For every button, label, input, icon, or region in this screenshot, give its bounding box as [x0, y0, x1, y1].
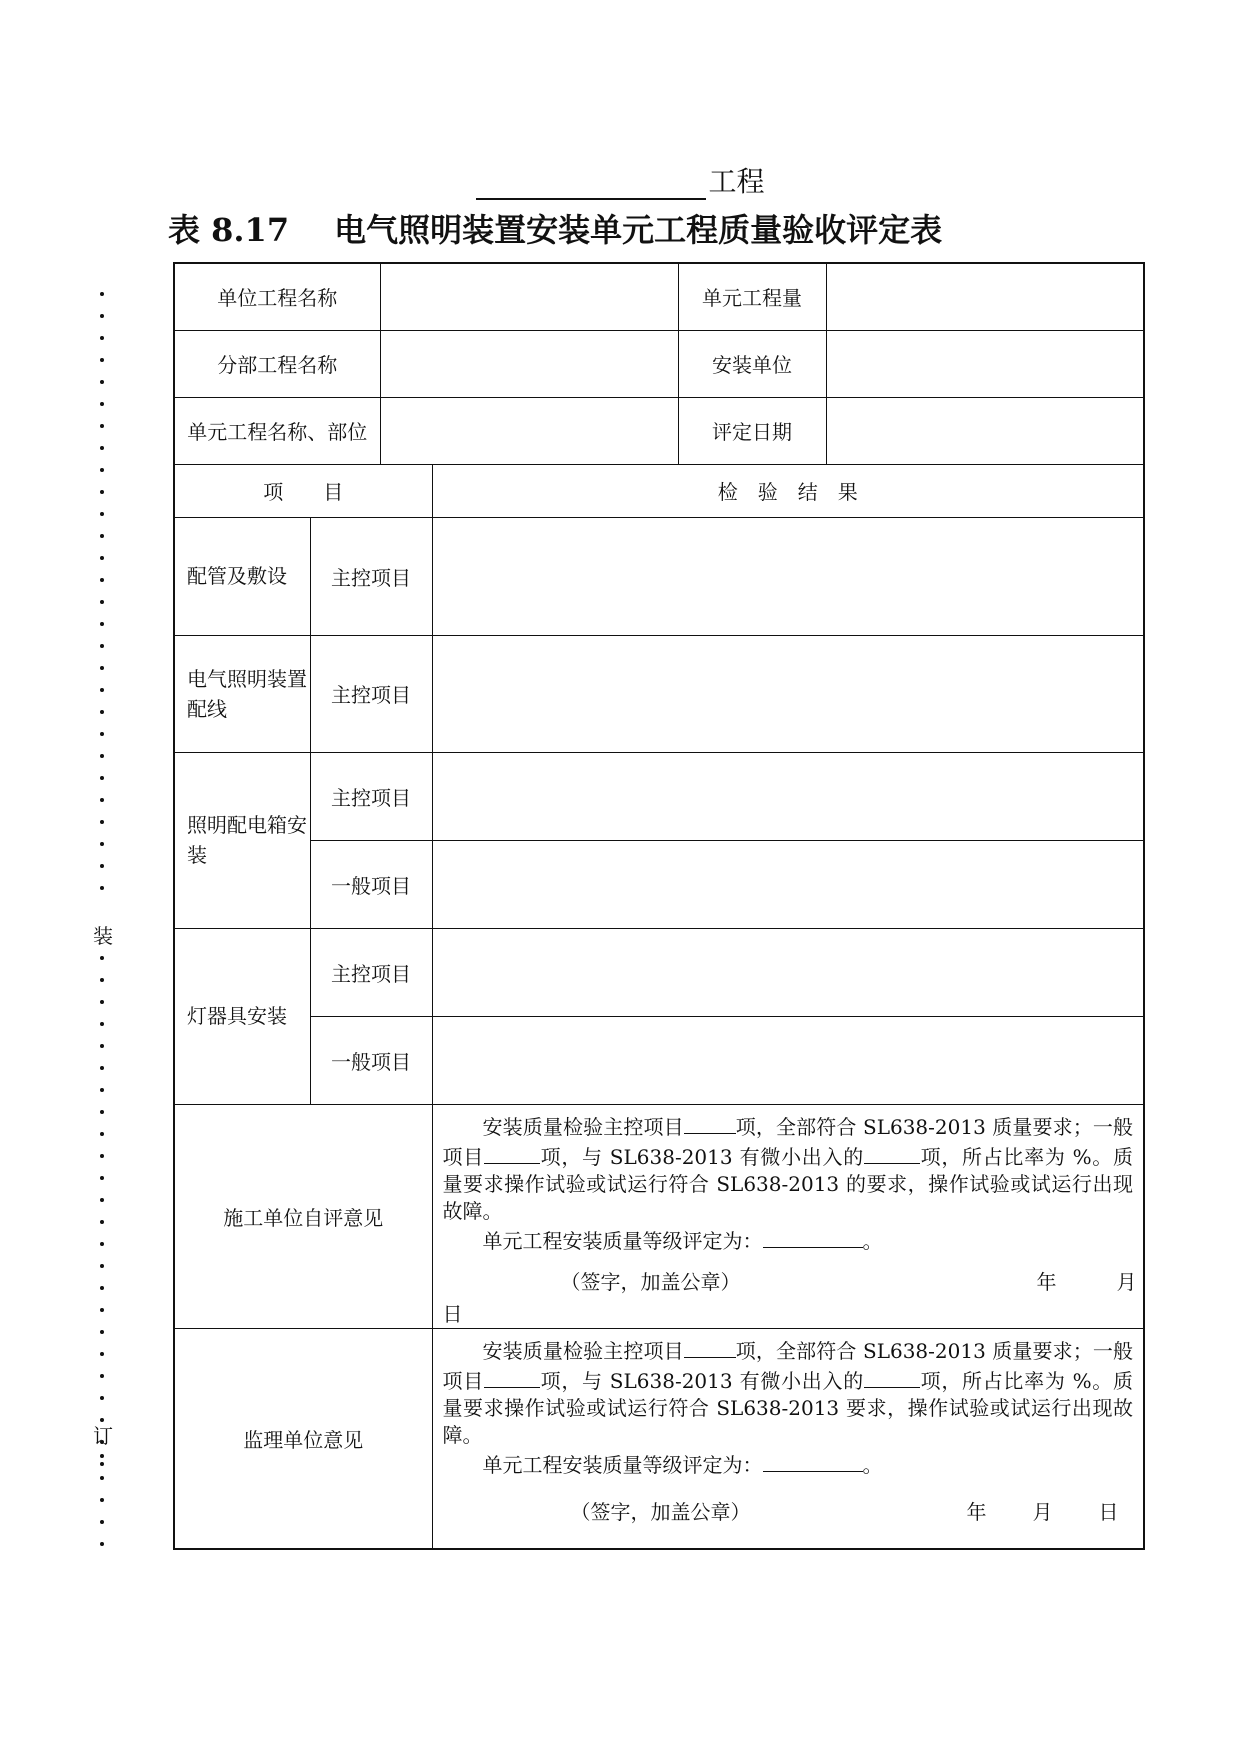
binding-dot [100, 820, 104, 824]
binding-dot [100, 1132, 104, 1136]
general-item: 一般项目 [310, 1016, 432, 1104]
section-row [174, 635, 1144, 752]
general-item-count-blank[interactable] [484, 1141, 540, 1164]
section-row [174, 752, 1144, 840]
info-row [174, 397, 1144, 464]
binding-dot [100, 864, 104, 868]
binding-dot [100, 600, 104, 604]
info-row [174, 330, 1144, 397]
column-header-row [174, 464, 1144, 517]
project-suffix: 工程 [708, 165, 765, 198]
binding-dot [100, 1220, 104, 1224]
binding-dot [100, 842, 104, 846]
month-label: 月 [1116, 1269, 1137, 1294]
result-cell[interactable] [432, 517, 1144, 635]
section-name: 照明配电箱安装 [174, 752, 310, 928]
binding-dot [100, 1154, 104, 1158]
binding-dot [100, 1044, 104, 1048]
binding-dot [100, 314, 104, 318]
supervisor-signature-line [443, 1499, 1134, 1531]
binding-dot [100, 380, 104, 384]
section-name: 配管及敷设 [174, 517, 310, 635]
binding-dot [100, 468, 104, 472]
general-item-count-blank[interactable] [484, 1365, 540, 1388]
minor-deviation-count-blank[interactable] [864, 1141, 920, 1164]
binding-dot [100, 1330, 104, 1334]
binding-dot [100, 1110, 104, 1114]
main-control-item: 主控项目 [310, 928, 432, 1016]
binding-char-zhuang: 装 [93, 924, 113, 948]
binding-dot [100, 1242, 104, 1246]
binding-margin [94, 292, 114, 1542]
supervisor-opinion-row [174, 1328, 1144, 1549]
item-column-header: 项 目 [174, 464, 432, 517]
section-row [174, 1016, 1144, 1104]
main-control-item: 主控项目 [310, 517, 432, 635]
result-cell[interactable] [432, 928, 1144, 1016]
binding-dot [100, 1352, 104, 1356]
unit-project-name-field[interactable] [380, 263, 678, 330]
binding-dots-bottom [100, 1454, 106, 1564]
binding-dot [100, 1088, 104, 1092]
project-name-blank[interactable] [476, 170, 706, 200]
result-cell[interactable] [432, 840, 1144, 928]
binding-dot [100, 732, 104, 736]
day-label: 日 [442, 1301, 463, 1326]
section-name: 灯器具安装 [174, 928, 310, 1104]
binding-dot [100, 754, 104, 758]
contractor-opinion-row [174, 1104, 1144, 1328]
result-cell[interactable] [432, 752, 1144, 840]
info-row [174, 263, 1144, 330]
binding-dot [100, 490, 104, 494]
contractor-opinion-text: 安装质量检验主控项目 项，全部符合 SL638-2013 质量要求；一般项目 项，与 SL638-2013 有微小出入的 项，所占比率为 %。质量要求操作试验或试运行符合 SL638-2013 的要求，操作试验或试运行出现故障。 单元工程安装质量等级评定为： 。 （签字，加盖公章） 年 月 日 [432, 1104, 1144, 1328]
unit-quantity-field[interactable] [826, 263, 1144, 330]
division-project-name-label: 分部工程名称 [174, 330, 380, 397]
binding-dots-middle [100, 956, 106, 1484]
month-label: 月 [1032, 1499, 1053, 1524]
quality-grade-blank[interactable] [763, 1449, 863, 1472]
evaluation-form-table [173, 262, 1145, 1550]
binding-dot [100, 956, 104, 960]
binding-dot [100, 534, 104, 538]
binding-dots-top [100, 292, 106, 908]
binding-dot [100, 358, 104, 362]
binding-dot [100, 644, 104, 648]
signature-note: （签字，加盖公章） [560, 1269, 741, 1294]
binding-dot [100, 1374, 104, 1378]
general-item: 一般项目 [310, 840, 432, 928]
binding-dot [100, 1498, 104, 1502]
binding-dot [100, 336, 104, 340]
install-unit-label: 安装单位 [678, 330, 826, 397]
binding-dot [100, 978, 104, 982]
element-name-location-label: 单元工程名称、部位 [174, 397, 380, 464]
supervisor-opinion-label: 监理单位意见 [174, 1328, 432, 1549]
year-label: 年 [1036, 1269, 1057, 1294]
binding-dot [100, 1396, 104, 1400]
binding-dot [100, 776, 104, 780]
contractor-signature-line [443, 1269, 1137, 1301]
binding-dot [100, 886, 104, 890]
binding-dot [100, 1542, 104, 1546]
binding-dot [100, 1198, 104, 1202]
section-row [174, 517, 1144, 635]
binding-dot [100, 1066, 104, 1070]
binding-char-ding: 订 [93, 1424, 113, 1448]
install-unit-field[interactable] [826, 330, 1144, 397]
year-label: 年 [966, 1499, 987, 1524]
binding-dot [100, 578, 104, 582]
binding-dot [100, 798, 104, 802]
supervisor-opinion-text: 安装质量检验主控项目 项，全部符合 SL638-2013 质量要求；一般项目 项，与 SL638-2013 有微小出入的 项，所占比率为 %。质量要求操作试验或试运行符合 SL638-2013 要求，操作试验或试运行出现故障。 单元工程安装质量等级评定为： 。 （签字，加盖公章） 年 月 日 [432, 1328, 1144, 1549]
binding-dot [100, 1022, 104, 1026]
binding-dot [100, 1520, 104, 1524]
binding-dot [100, 556, 104, 560]
main-control-item: 主控项目 [310, 635, 432, 752]
project-name-line [0, 160, 1241, 200]
evaluation-date-field[interactable] [826, 397, 1144, 464]
result-cell[interactable] [432, 635, 1144, 752]
main-control-item: 主控项目 [310, 752, 432, 840]
unit-project-name-label: 单位工程名称 [174, 263, 380, 330]
result-column-header: 检 验 结 果 [432, 464, 1144, 517]
element-name-location-field[interactable] [380, 397, 678, 464]
table-number: 表 8.17 [168, 211, 290, 249]
section-row [174, 840, 1144, 928]
binding-dot [100, 688, 104, 692]
result-cell[interactable] [432, 1016, 1144, 1104]
binding-dot [100, 292, 104, 296]
binding-dot [100, 1176, 104, 1180]
form-title [168, 205, 942, 251]
division-project-name-field[interactable] [380, 330, 678, 397]
evaluation-date-label: 评定日期 [678, 397, 826, 464]
section-row [174, 928, 1144, 1016]
signature-note: （签字，加盖公章） [570, 1499, 751, 1524]
binding-dot [100, 512, 104, 516]
binding-dot [100, 1264, 104, 1268]
binding-dot [100, 424, 104, 428]
binding-dot [100, 710, 104, 714]
day-label: 日 [1098, 1499, 1119, 1524]
minor-deviation-count-blank[interactable] [864, 1365, 920, 1388]
binding-dot [100, 1308, 104, 1312]
binding-dot [100, 446, 104, 450]
binding-dot [100, 1454, 104, 1458]
main-item-count-blank[interactable] [684, 1111, 736, 1134]
binding-dot [100, 666, 104, 670]
unit-quantity-label: 单元工程量 [678, 263, 826, 330]
binding-dot [100, 622, 104, 626]
contractor-opinion-label: 施工单位自评意见 [174, 1104, 432, 1328]
quality-grade-blank[interactable] [763, 1225, 863, 1248]
main-item-count-blank[interactable] [684, 1335, 736, 1358]
binding-dot [100, 1286, 104, 1290]
binding-dot [100, 1000, 104, 1004]
binding-dot [100, 402, 104, 406]
section-name: 电气照明装置配线 [174, 635, 310, 752]
title-text: 电气照明装置安装单元工程质量验收评定表 [334, 211, 943, 249]
binding-dot [100, 1476, 104, 1480]
